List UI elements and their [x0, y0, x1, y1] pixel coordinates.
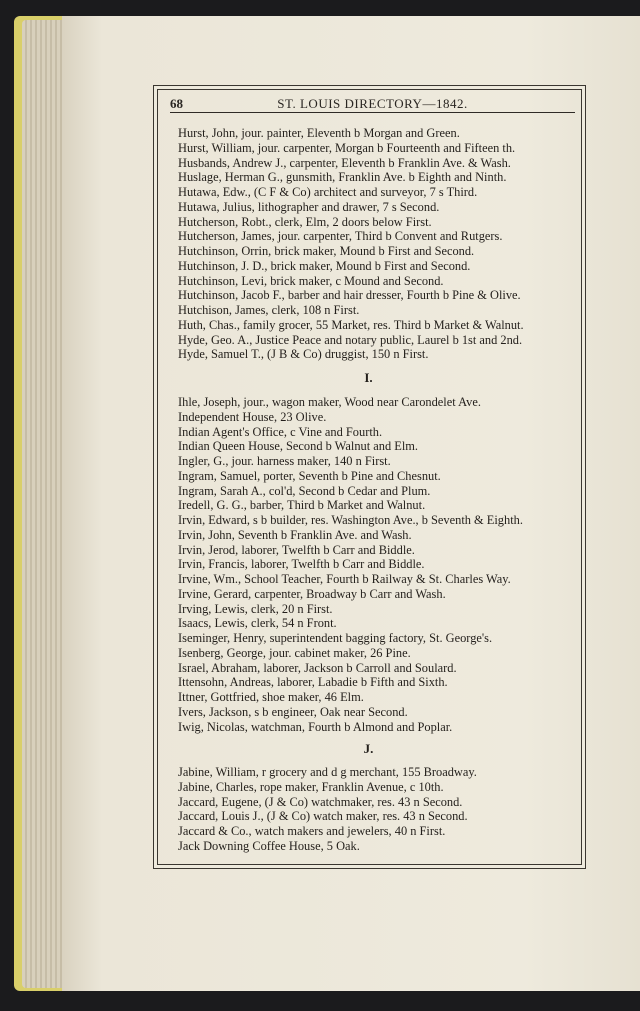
- directory-entry: Hurst, John, jour. painter, Eleventh b Morgan and Green.: [178, 126, 460, 140]
- directory-entry: Irvine, Gerard, carpenter, Broadway b Carr and Wash.: [178, 586, 446, 601]
- directory-entry: Irvin, Jerod, laborer, Twelfth b Carr and Biddle.: [178, 542, 415, 557]
- directory-entry: Hutchinson, Orrin, brick maker, Mound b First and Second.: [178, 244, 475, 258]
- page-number: 68: [170, 96, 183, 111]
- directory-entry: Ingler, G., jour. harness maker, 140 n First.: [178, 454, 391, 468]
- directory-entry: Hyde, Samuel T., (J B & Co) druggist, 150 n First.: [178, 347, 429, 362]
- directory-entry: Indian Agent's Office, c Vine and Fourth.: [178, 424, 383, 439]
- directory-entry: Independent House, 23 Olive.: [178, 409, 327, 424]
- directory-entry: Ittner, Gottfried, shoe maker, 46 Elm.: [178, 690, 364, 704]
- directory-entry: Iredell, G. G., barber, Third b Market and Walnut.: [178, 498, 426, 513]
- section-heading-j: J.: [363, 741, 374, 756]
- entries-j: [178, 765, 578, 854]
- directory-entry: Indian Queen House, Second b Walnut and Elm.: [178, 439, 418, 454]
- directory-entry: Hutcherson, James, jour. carpenter, Third b Convent and Rutgers.: [178, 229, 503, 244]
- page-title: ST. LOUIS DIRECTORY—1842.: [277, 96, 468, 111]
- directory-entry: Hutchinson, Jacob F., barber and hair dresser, Fourth b Pine & Olive.: [178, 288, 521, 303]
- directory-entry: Hutawa, Edw., (C F & Co) architect and surveyor, 7 s Third.: [178, 185, 478, 199]
- entries-i: [178, 395, 578, 734]
- directory-entry: Hutchinson, J. D., brick maker, Mound b First and Second.: [178, 258, 471, 273]
- directory-entry: Ittensohn, Andreas, laborer, Labadie b Fifth and Sixth.: [178, 675, 448, 690]
- directory-entry: Jabine, William, r grocery and d g merchant, 155 Broadway.: [178, 765, 477, 779]
- directory-entry: Huslage, Herman G., gunsmith, Franklin Ave. b Eighth and Ninth.: [178, 170, 507, 185]
- directory-entry: Jaccard & Co., watch makers and jewelers, 40 n First.: [178, 824, 446, 838]
- directory-entry: Ingram, Samuel, porter, Seventh b Pine and Chesnut.: [178, 468, 441, 483]
- directory-entry: Hutchinson, Levi, brick maker, c Mound and Second.: [178, 273, 444, 288]
- directory-entry: Irvine, Wm., School Teacher, Fourth b Railway & St. Charles Way.: [178, 572, 511, 586]
- directory-entry: Irvin, John, Seventh b Franklin Ave. and Wash.: [178, 527, 412, 542]
- directory-entry: Hyde, Geo. A., Justice Peace and notary public, Laurel b 1st and 2nd.: [178, 332, 523, 347]
- directory-entry: Irvin, Francis, laborer, Twelfth b Carr and Biddle.: [178, 557, 425, 572]
- directory-entry: Isenberg, George, jour. cabinet maker, 26 Pine.: [178, 645, 411, 660]
- directory-entry: Isaacs, Lewis, clerk, 54 n Front.: [178, 616, 337, 631]
- directory-entry: Iseminger, Henry, superintendent bagging factory, St. George's.: [178, 631, 493, 645]
- directory-entry: Israel, Abraham, laborer, Jackson b Carroll and Soulard.: [178, 660, 457, 675]
- directory-entry: Hutchison, James, clerk, 108 n First.: [178, 303, 360, 317]
- directory-entry: Jack Downing Coffee House, 5 Oak.: [178, 838, 360, 853]
- directory-entry: Hurst, William, jour. carpenter, Morgan b Fourteenth and Fifteen th.: [178, 140, 516, 155]
- directory-entry: Jaccard, Eugene, (J & Co) watchmaker, res. 43 n Second.: [178, 794, 463, 809]
- directory-entry: Jaccard, Louis J., (J & Co) watch maker, res. 43 n Second.: [178, 809, 468, 824]
- directory-entry: Ivers, Jackson, s b engineer, Oak near Second.: [178, 704, 408, 719]
- running-header: [170, 94, 575, 113]
- directory-entry: Irvin, Edward, s b builder, res. Washington Ave., b Seventh & Eighth.: [178, 513, 523, 527]
- section-heading-i: I.: [364, 370, 373, 385]
- directory-entry: Jabine, Charles, rope maker, Franklin Avenue, c 10th.: [178, 779, 444, 794]
- directory-entry: Iwig, Nicolas, watchman, Fourth b Almond and Poplar.: [178, 719, 453, 734]
- directory-entry: Hutawa, Julius, lithographer and drawer, 7 s Second.: [178, 199, 440, 214]
- directory-entry: Hutcherson, Robt., clerk, Elm, 2 doors below First.: [178, 214, 432, 229]
- entries-h: [178, 126, 578, 362]
- directory-entry: Huth, Chas., family grocer, 55 Market, res. Third b Market & Walnut.: [178, 317, 524, 332]
- directory-entry: Irving, Lewis, clerk, 20 n First.: [178, 601, 333, 616]
- directory-entry: Husbands, Andrew J., carpenter, Eleventh b Franklin Ave. & Wash.: [178, 155, 511, 170]
- directory-entry: Ingram, Sarah A., col'd, Second b Cedar and Plum.: [178, 483, 431, 498]
- directory-entry: Ihle, Joseph, jour., wagon maker, Wood near Carondelet Ave.: [178, 395, 481, 409]
